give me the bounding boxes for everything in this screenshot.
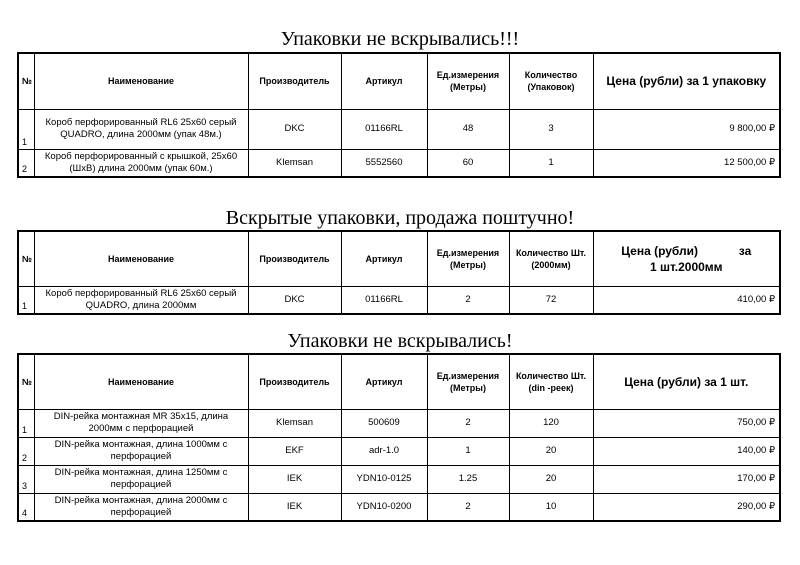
row-num: 1	[18, 409, 34, 437]
table-packed	[17, 52, 781, 178]
row-unit: 60	[427, 149, 509, 177]
header-maker: Производитель	[248, 231, 341, 286]
header-article: Артикул	[341, 53, 427, 109]
table-row	[18, 409, 780, 437]
row-unit: 1.25	[427, 465, 509, 493]
row-price: 290,00 ₽	[593, 493, 780, 521]
row-num: 1	[18, 109, 34, 149]
row-name: Короб перфорированный с крышкой, 25х60 (ШхВ) длина 2000мм (упак 60м.)	[34, 149, 248, 177]
table-row	[18, 465, 780, 493]
header-article: Артикул	[341, 354, 427, 409]
row-num: 4	[18, 493, 34, 521]
table-opened	[17, 230, 781, 315]
row-maker: Klemsan	[248, 149, 341, 177]
header-num: №	[18, 354, 34, 409]
table-row	[18, 149, 780, 177]
row-name: DIN-рейка монтажная MR 35x15, длина 2000мм с перфорацией	[34, 409, 248, 437]
row-article: 500609	[341, 409, 427, 437]
header-price-part3: 1 шт.2000мм	[649, 259, 723, 274]
row-unit: 1	[427, 437, 509, 465]
row-name: DIN-рейка монтажная, длина 1250мм с перфорацией	[34, 465, 248, 493]
header-article: Артикул	[341, 231, 427, 286]
header-price: Цена (рубли) за 1 шт.	[593, 354, 780, 409]
table-header-row	[18, 53, 780, 109]
row-qty: 10	[509, 493, 593, 521]
table-row	[18, 493, 780, 521]
row-qty: 1	[509, 149, 593, 177]
table-din-rails	[17, 353, 781, 522]
header-price: Цена (рубли) за 1 упаковку	[593, 53, 780, 109]
row-article: 01166RL	[341, 286, 427, 314]
row-unit: 2	[427, 493, 509, 521]
row-name: Короб перфорированный RL6 25х60 серый QUADRO, длина 2000мм (упак 48м.)	[34, 109, 248, 149]
row-qty: 20	[509, 437, 593, 465]
row-maker: DKC	[248, 286, 341, 314]
table-row	[18, 109, 780, 149]
row-maker: DKC	[248, 109, 341, 149]
row-name: DIN-рейка монтажная, длина 1000мм с перфорацией	[34, 437, 248, 465]
header-price-part2: за	[738, 243, 752, 258]
row-qty: 120	[509, 409, 593, 437]
header-num: №	[18, 231, 34, 286]
header-name: Наименование	[34, 231, 248, 286]
row-maker: IEK	[248, 465, 341, 493]
header-qty: Количество (Упаковок)	[509, 53, 593, 109]
row-unit: 2	[427, 286, 509, 314]
row-unit: 2	[427, 409, 509, 437]
row-price: 12 500,00 ₽	[593, 149, 780, 177]
section3-title: Упаковки не вскрывались!	[287, 330, 513, 352]
table-row	[18, 286, 780, 314]
row-article: YDN10-0125	[341, 465, 427, 493]
row-num: 3	[18, 465, 34, 493]
row-article: 01166RL	[341, 109, 427, 149]
table-row	[18, 437, 780, 465]
table-header-row	[18, 231, 780, 286]
header-maker: Производитель	[248, 354, 341, 409]
row-num: 1	[18, 286, 34, 314]
header-unit: Ед.измерения (Метры)	[427, 53, 509, 109]
header-num: №	[18, 53, 34, 109]
row-maker: EKF	[248, 437, 341, 465]
section2-title: Вскрытые упаковки, продажа поштучно!	[225, 207, 575, 229]
header-price-part1: Цена (рубли)	[621, 243, 699, 258]
row-price: 9 800,00 ₽	[593, 109, 780, 149]
header-qty: Количество Шт. (din -реек)	[509, 354, 593, 409]
header-qty: Количество Шт. (2000мм)	[509, 231, 593, 286]
header-maker: Производитель	[248, 53, 341, 109]
header-price	[593, 231, 780, 286]
header-unit: Ед.измерения (Метры)	[427, 231, 509, 286]
header-unit: Ед.измерения (Метры)	[427, 354, 509, 409]
row-qty: 3	[509, 109, 593, 149]
row-article: YDN10-0200	[341, 493, 427, 521]
row-price: 750,00 ₽	[593, 409, 780, 437]
header-name: Наименование	[34, 53, 248, 109]
row-name: Короб перфорированный RL6 25х60 серый QUADRO, длина 2000мм	[34, 286, 248, 314]
table-header-row	[18, 354, 780, 409]
row-name: DIN-рейка монтажная, длина 2000мм с перфорацией	[34, 493, 248, 521]
row-article: 5552560	[341, 149, 427, 177]
row-qty: 20	[509, 465, 593, 493]
section1-title: Упаковки не вскрывались!!!	[280, 28, 520, 50]
row-price: 140,00 ₽	[593, 437, 780, 465]
row-unit: 48	[427, 109, 509, 149]
row-price: 170,00 ₽	[593, 465, 780, 493]
row-maker: Klemsan	[248, 409, 341, 437]
row-num: 2	[18, 149, 34, 177]
row-article: adr-1.0	[341, 437, 427, 465]
header-name: Наименование	[34, 354, 248, 409]
row-num: 2	[18, 437, 34, 465]
row-qty: 72	[509, 286, 593, 314]
row-maker: IEK	[248, 493, 341, 521]
row-price: 410,00 ₽	[593, 286, 780, 314]
